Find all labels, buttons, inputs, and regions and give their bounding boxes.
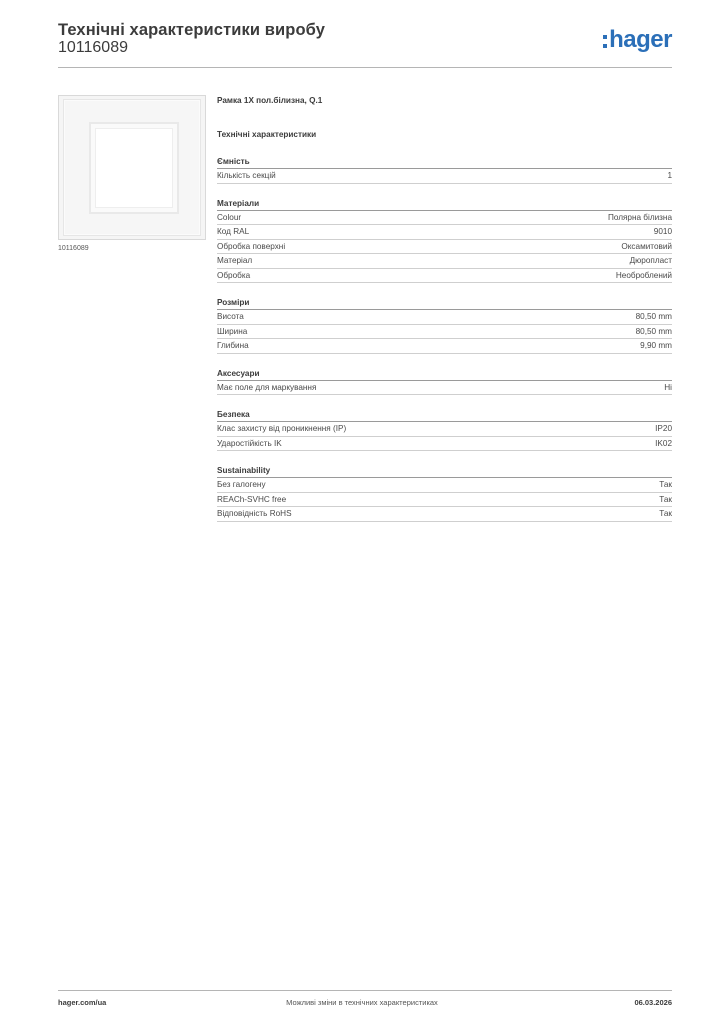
product-name: Рамка 1X пол.білизна, Q.1 xyxy=(217,96,323,105)
spec-row xyxy=(217,381,672,396)
logo-text: hager xyxy=(609,26,672,53)
image-caption: 10116089 xyxy=(58,245,89,252)
spec-value: 9010 xyxy=(653,227,672,236)
spec-label: Глибина xyxy=(217,341,249,350)
product-image xyxy=(58,95,206,240)
spec-value: IK02 xyxy=(655,438,672,448)
spec-row xyxy=(217,493,672,508)
spec-label: Матеріал xyxy=(217,256,253,265)
spec-value: Так xyxy=(659,494,672,504)
spec-value: 80,50 mm xyxy=(635,312,672,321)
spec-row xyxy=(217,225,672,240)
spec-row xyxy=(217,310,672,325)
spec-value: IP20 xyxy=(655,424,672,433)
spec-label: Ударостійкість IK xyxy=(217,438,282,448)
spec-label: Клас захисту від проникнення (IP) xyxy=(217,424,347,433)
logo-colon-icon xyxy=(603,35,607,48)
spec-label: Обробка поверхні xyxy=(217,241,286,251)
spec-row xyxy=(217,254,672,269)
footer-date: 06.03.2026 xyxy=(634,998,672,1007)
spec-value: Полярна білизна xyxy=(607,212,672,222)
section-title: Sustainability xyxy=(217,465,672,478)
spec-section xyxy=(217,198,672,284)
section-title: Аксесуари xyxy=(217,368,672,381)
page-title: Технічні характеристики виробу xyxy=(58,21,325,39)
spec-value: 1 xyxy=(667,171,672,180)
spec-label: Відповідність RoHS xyxy=(217,509,292,518)
spec-row xyxy=(217,437,672,452)
footer-divider xyxy=(58,990,672,991)
spec-value: Оксамитовий xyxy=(621,241,672,251)
spec-label: Висота xyxy=(217,312,244,321)
spec-section xyxy=(217,297,672,354)
header-divider xyxy=(58,67,672,68)
spec-sections xyxy=(217,156,672,522)
spec-row xyxy=(217,507,672,522)
spec-section xyxy=(217,368,672,396)
spec-value: 9,90 mm xyxy=(640,341,672,350)
spec-label: REACh-SVHC free xyxy=(217,494,287,504)
section-title: Розміри xyxy=(217,297,672,310)
spec-row xyxy=(217,478,672,493)
spec-label: Colour xyxy=(217,212,242,222)
spec-row xyxy=(217,169,672,184)
spec-row xyxy=(217,422,672,437)
frame-picture xyxy=(63,99,201,236)
spec-label: Має поле для маркування xyxy=(217,382,317,392)
spec-content xyxy=(217,96,672,522)
spec-section xyxy=(217,409,672,451)
spec-label: Обробка xyxy=(217,270,251,280)
spec-value: Ні xyxy=(664,382,672,392)
hager-logo[interactable] xyxy=(603,28,672,52)
spec-value: 80,50 mm xyxy=(635,326,672,336)
product-code: 10116089 xyxy=(58,39,128,56)
spec-value: Так xyxy=(659,509,672,518)
spec-value: Дюропласт xyxy=(629,256,672,265)
footer-notice: Можливі зміни в технічних характеристиках xyxy=(286,998,438,1007)
spec-section xyxy=(217,156,672,184)
spec-row xyxy=(217,339,672,354)
spec-label: Ширина xyxy=(217,326,248,336)
section-title: Безпека xyxy=(217,409,672,422)
section-title: Ємність xyxy=(217,156,672,169)
spec-row xyxy=(217,240,672,255)
spec-label: Без галогену xyxy=(217,480,266,489)
spec-label: Код RAL xyxy=(217,227,250,236)
frame-insert xyxy=(95,128,173,208)
footer-website-link[interactable]: hager.com/ua xyxy=(58,998,107,1007)
spec-label: Кількість секцій xyxy=(217,171,276,180)
spec-row xyxy=(217,269,672,284)
section-title: Матеріали xyxy=(217,198,672,211)
spec-heading: Технічні характеристики xyxy=(217,130,317,139)
frame-opening xyxy=(89,122,179,214)
spec-value: Так xyxy=(659,480,672,489)
spec-row xyxy=(217,325,672,340)
spec-value: Необроблений xyxy=(615,270,672,280)
spec-section xyxy=(217,465,672,522)
spec-row xyxy=(217,211,672,226)
